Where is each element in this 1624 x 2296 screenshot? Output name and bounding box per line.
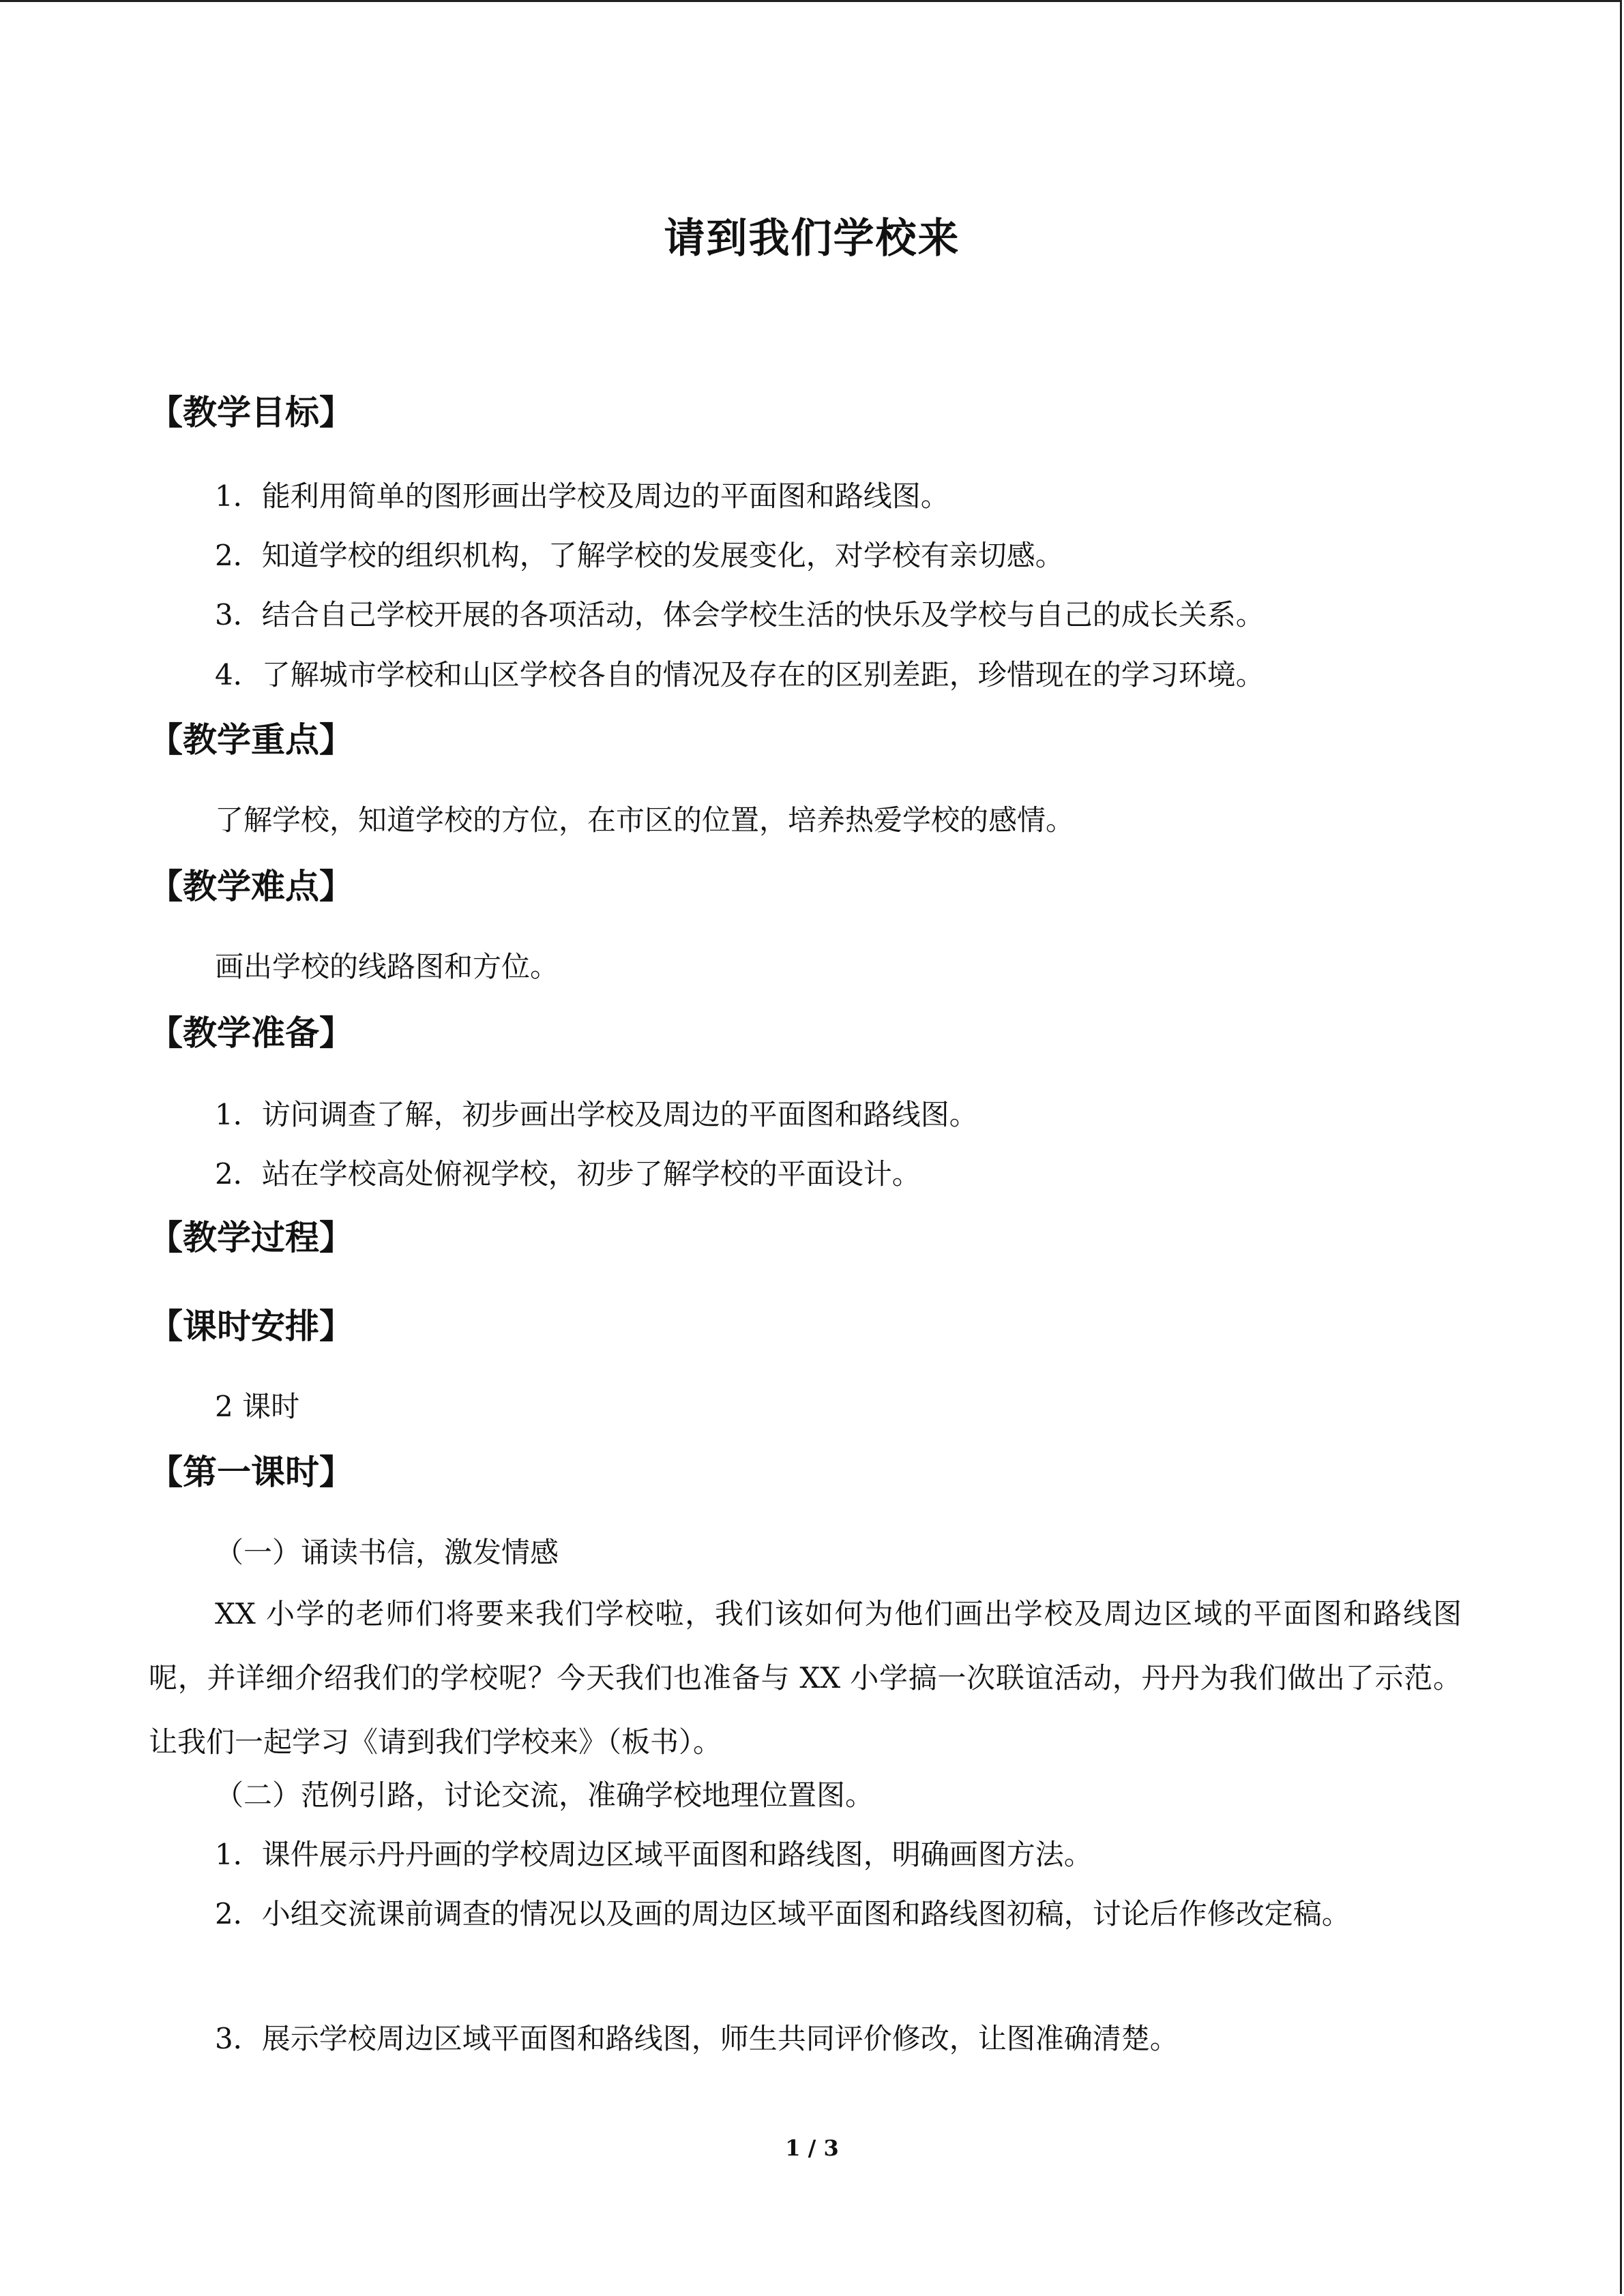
lesson-one-part2-item-2: 2．小组交流课前调查的情况以及画的周边区域平面图和路线图初稿，讨论后作修改定稿。 <box>215 1897 1350 1930</box>
heading-lesson-one: 【第一课时】 <box>149 1452 353 1492</box>
goal-item-1: 1．能利用简单的图形画出学校及周边的平面图和路线图。 <box>215 479 949 513</box>
goal-item-2: 2．知道学校的组织机构，了解学校的发展变化，对学校有亲切感。 <box>215 539 1064 572</box>
page-number: 1 / 3 <box>785 2135 839 2161</box>
lesson-one-part1-title: （一）诵读书信，激发情感 <box>215 1536 559 1569</box>
goal-item-4: 4．了解城市学校和山区学校各自的情况及存在的区别差距，珍惜现在的学习环境。 <box>215 658 1265 691</box>
heading-teaching-goals: 【教学目标】 <box>149 393 353 432</box>
lesson-one-part2-item-3: 3．展示学校周边区域平面图和路线图，师生共同评价修改，让图准确清楚。 <box>215 2022 1179 2055</box>
heading-schedule: 【课时安排】 <box>149 1307 353 1346</box>
difficulties-text: 画出学校的线路图和方位。 <box>215 950 559 983</box>
key-points-text: 了解学校，知道学校的方位，在市区的位置，培养热爱学校的感情。 <box>215 803 1075 837</box>
preparation-item-1: 1．访问调查了解，初步画出学校及周边的平面图和路线图。 <box>215 1098 978 1131</box>
heading-difficulties: 【教学难点】 <box>149 867 353 906</box>
lesson-one-part2-item-1: 1．课件展示丹丹画的学校周边区域平面图和路线图，明确画图方法。 <box>215 1838 1093 1871</box>
heading-key-points: 【教学重点】 <box>149 720 353 760</box>
heading-process: 【教学过程】 <box>149 1218 353 1257</box>
schedule-text: 2 课时 <box>215 1390 300 1423</box>
lesson-one-part2-title: （二）范例引路，讨论交流，准确学校地理位置图。 <box>215 1778 874 1812</box>
heading-preparation: 【教学准备】 <box>149 1013 353 1053</box>
page-title: 请到我们学校来 <box>664 215 960 263</box>
lesson-one-part1-paragraph: XX 小学的老师们将要来我们学校啦，我们该如何为他们画出学校及周边区域的平面图和路线图呢，并详细介绍我们的学校呢？今天我们也准备与 XX 小学搞一次联谊活动，丹丹为我们做出了示范。让我们一起学习《请到我们学校来》（板书）。 <box>149 1597 1462 1759</box>
goal-item-3: 3．结合自己学校开展的各项活动，体会学校生活的快乐及学校与自己的成长关系。 <box>215 598 1265 631</box>
preparation-item-2: 2．站在学校高处俯视学校，初步了解学校的平面设计。 <box>215 1157 921 1191</box>
